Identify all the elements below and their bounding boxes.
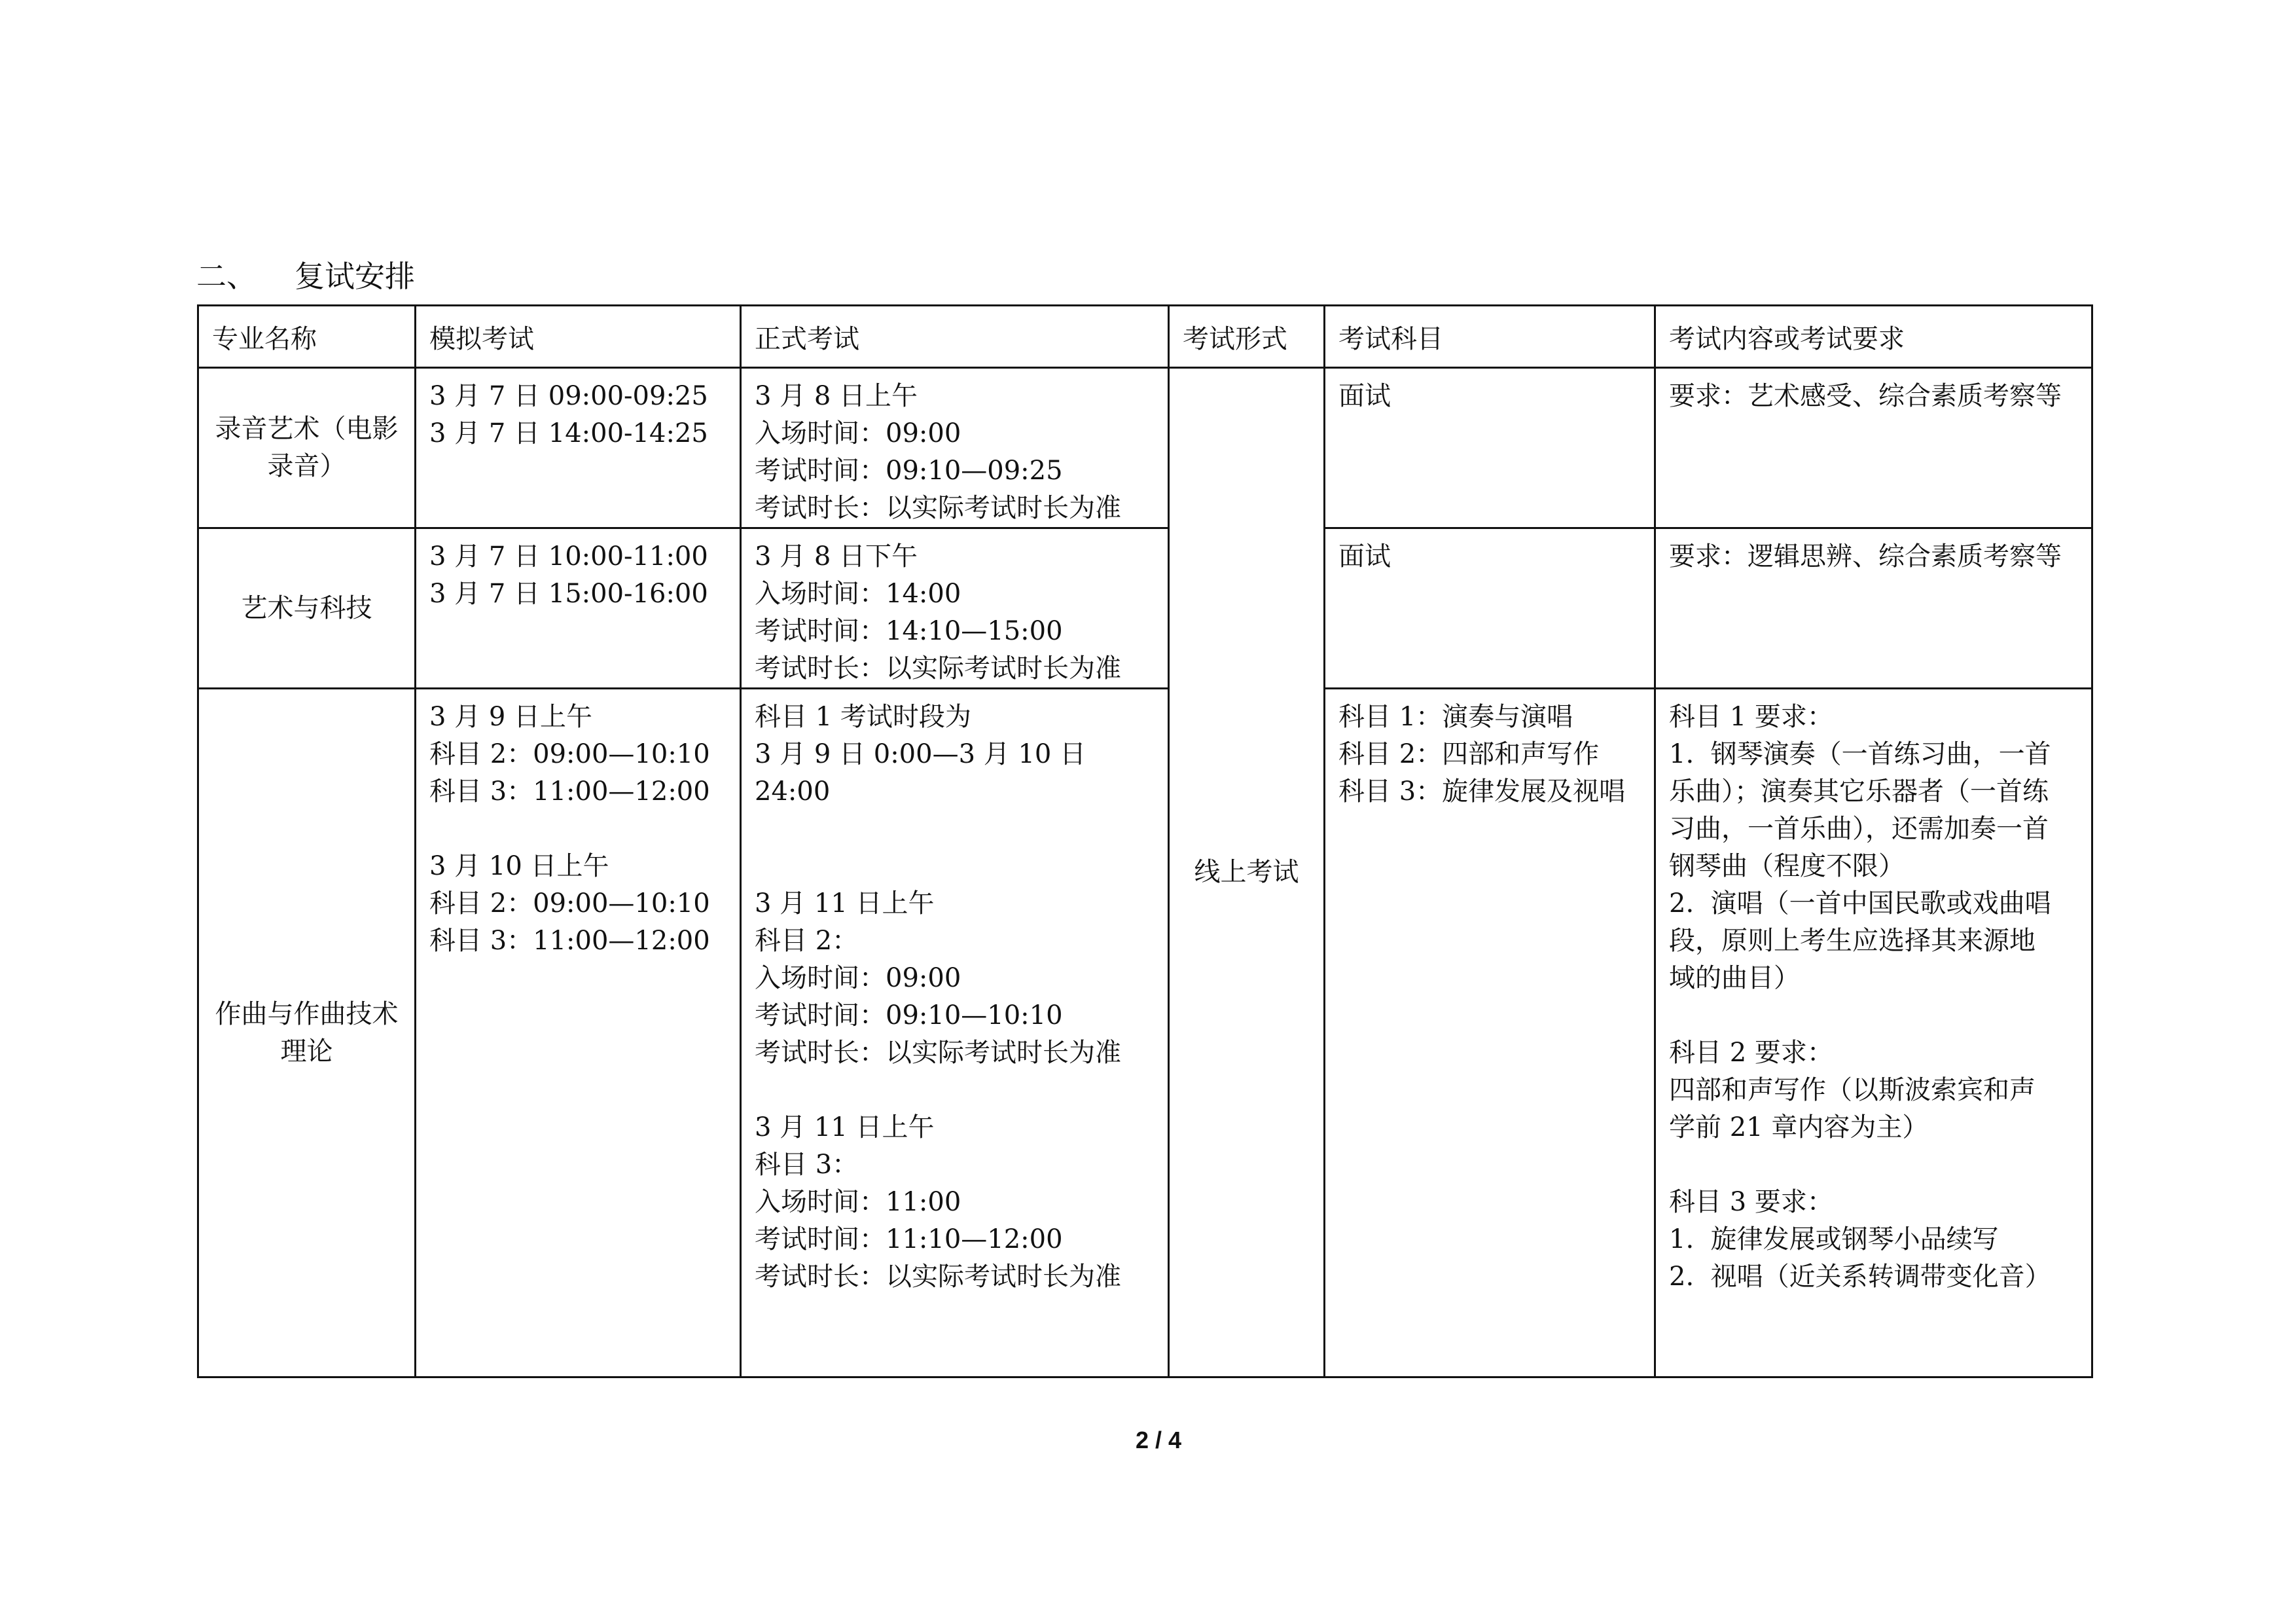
table-row-art-and-technology — [198, 528, 2092, 689]
formal-exam-line: 入场时间：09:00 — [755, 418, 961, 448]
mock-exam-line: 3 月 10 日上午 — [429, 851, 609, 881]
subjects-cell — [1325, 528, 1655, 689]
subjects-cell — [1325, 368, 1655, 528]
requirements-cell — [1655, 689, 2092, 1377]
table-row-composition — [198, 689, 2092, 1377]
formal-exam-cell — [741, 689, 1169, 1377]
formal-exam-line: 3 月 9 日 0:00—3 月 10 日 24:00 — [755, 739, 1094, 807]
exam-form-cell: 线上考试 — [1169, 368, 1325, 1377]
header-row — [198, 306, 2092, 368]
mock-exam-line: 科目 2：09:00—10:10 — [429, 739, 710, 769]
formal-exam-line: 考试时长：以实际考试时长为准 — [755, 1262, 1121, 1292]
subject-line: 科目 3：旋律发展及视唱 — [1338, 776, 1626, 807]
subject-line: 科目 2：四部和声写作 — [1338, 739, 1600, 769]
mock-exam-cell — [416, 689, 741, 1377]
requirement-line: 钢琴曲（程度不限） — [1669, 851, 1905, 881]
formal-exam-line: 3 月 11 日上午 — [755, 888, 935, 919]
requirement-line: 四部和声写作（以斯波索宾和声 — [1669, 1075, 2036, 1105]
mock-exam-cell — [416, 528, 741, 689]
requirement-line: 段，原则上考生应选择其来源地 — [1669, 926, 2036, 956]
formal-exam-line: 考试时长：以实际考试时长为准 — [755, 653, 1121, 684]
requirement-line: 要求：艺术感受、综合素质考察等 — [1669, 381, 2062, 411]
major-cell: 录音艺术（电影录音） — [198, 368, 416, 528]
major-cell: 艺术与科技 — [198, 528, 416, 689]
formal-exam-line: 入场时间：09:00 — [755, 963, 961, 993]
formal-exam-line — [755, 811, 1157, 848]
formal-exam-line: 科目 1 考试时段为 — [755, 702, 971, 732]
formal-exam-line: 考试时间：09:10—09:25 — [755, 456, 1063, 486]
requirement-line: 习曲，一首乐曲），还需加奏一首 — [1669, 814, 2049, 844]
requirement-line: 2. 视唱（近关系转调带变化音） — [1669, 1262, 2051, 1292]
mock-exam-line: 3 月 7 日 14:00-14:25 — [429, 418, 708, 448]
header-major: 专业名称 — [198, 306, 416, 368]
section-heading — [196, 257, 415, 296]
subject-line: 科目 1：演奏与演唱 — [1338, 702, 1573, 732]
formal-exam-cell — [741, 368, 1169, 528]
header-exam-form: 考试形式 — [1169, 306, 1325, 368]
subject-line: 面试 — [1338, 541, 1391, 572]
requirements-cell — [1655, 528, 2092, 689]
requirement-line: 2. 演唱（一首中国民歌或戏曲唱 — [1669, 888, 2051, 919]
formal-exam-line: 3 月 8 日下午 — [755, 541, 918, 572]
formal-exam-line: 入场时间：11:00 — [755, 1187, 961, 1217]
formal-exam-line: 考试时长：以实际考试时长为准 — [755, 493, 1121, 523]
formal-exam-line: 3 月 8 日上午 — [755, 381, 918, 411]
mock-exam-line: 科目 3：11:00—12:00 — [429, 776, 710, 807]
mock-exam-line: 3 月 7 日 09:00-09:25 — [429, 381, 708, 411]
formal-exam-line: 考试时间：14:10—15:00 — [755, 616, 1063, 646]
mock-exam-line: 科目 3：11:00—12:00 — [429, 926, 710, 956]
formal-exam-line: 考试时长：以实际考试时长为准 — [755, 1038, 1121, 1068]
mock-exam-line: 科目 2：09:00—10:10 — [429, 888, 710, 919]
exam-schedule-table — [197, 304, 2093, 1378]
requirement-line: 要求：逻辑思辨、综合素质考察等 — [1669, 541, 2062, 572]
header-formal-exam: 正式考试 — [741, 306, 1169, 368]
formal-exam-line — [755, 848, 1157, 885]
table-row-recording-art — [198, 368, 2092, 528]
page-number: 2 / 4 — [1135, 1427, 1182, 1453]
requirement-line: 域的曲目） — [1669, 963, 1800, 993]
requirements-cell — [1655, 368, 2092, 528]
requirement-line: 学前 21 章内容为主） — [1669, 1112, 1929, 1142]
formal-exam-line: 3 月 11 日上午 — [755, 1112, 935, 1142]
subjects-cell — [1325, 689, 1655, 1377]
formal-exam-cell — [741, 528, 1169, 689]
section-number: 二、 — [196, 259, 257, 294]
requirement-line — [1669, 1146, 2081, 1184]
major-cell: 作曲与作曲技术理论 — [198, 689, 416, 1377]
mock-exam-line: 3 月 9 日上午 — [429, 702, 593, 732]
mock-exam-line: 3 月 7 日 15:00-16:00 — [429, 579, 708, 609]
header-exam-requirements: 考试内容或考试要求 — [1655, 306, 2092, 368]
section-title: 复试安排 — [295, 259, 415, 294]
mock-exam-line — [429, 811, 729, 848]
formal-exam-line: 入场时间：14:00 — [755, 579, 961, 609]
formal-exam-line: 科目 2： — [755, 926, 859, 956]
requirement-line: 乐曲）；演奏其它乐器者（一首练 — [1669, 776, 2049, 807]
subject-line: 面试 — [1338, 381, 1391, 411]
formal-exam-line — [755, 1072, 1157, 1109]
requirement-line — [1669, 997, 2081, 1034]
requirement-line: 科目 2 要求： — [1669, 1038, 1833, 1068]
requirement-line: 科目 1 要求： — [1669, 702, 1833, 732]
formal-exam-line: 科目 3： — [755, 1150, 859, 1180]
requirement-line: 科目 3 要求： — [1669, 1187, 1833, 1217]
mock-exam-cell — [416, 368, 741, 528]
formal-exam-line: 考试时间：11:10—12:00 — [755, 1224, 1063, 1254]
header-mock-exam: 模拟考试 — [416, 306, 741, 368]
mock-exam-line: 3 月 7 日 10:00-11:00 — [429, 541, 708, 572]
requirement-line: 1. 旋律发展或钢琴小品续写 — [1669, 1224, 1999, 1254]
formal-exam-line: 考试时间：09:10—10:10 — [755, 1000, 1063, 1030]
header-exam-subjects: 考试科目 — [1325, 306, 1655, 368]
requirement-line: 1. 钢琴演奏（一首练习曲，一首 — [1669, 739, 2051, 769]
